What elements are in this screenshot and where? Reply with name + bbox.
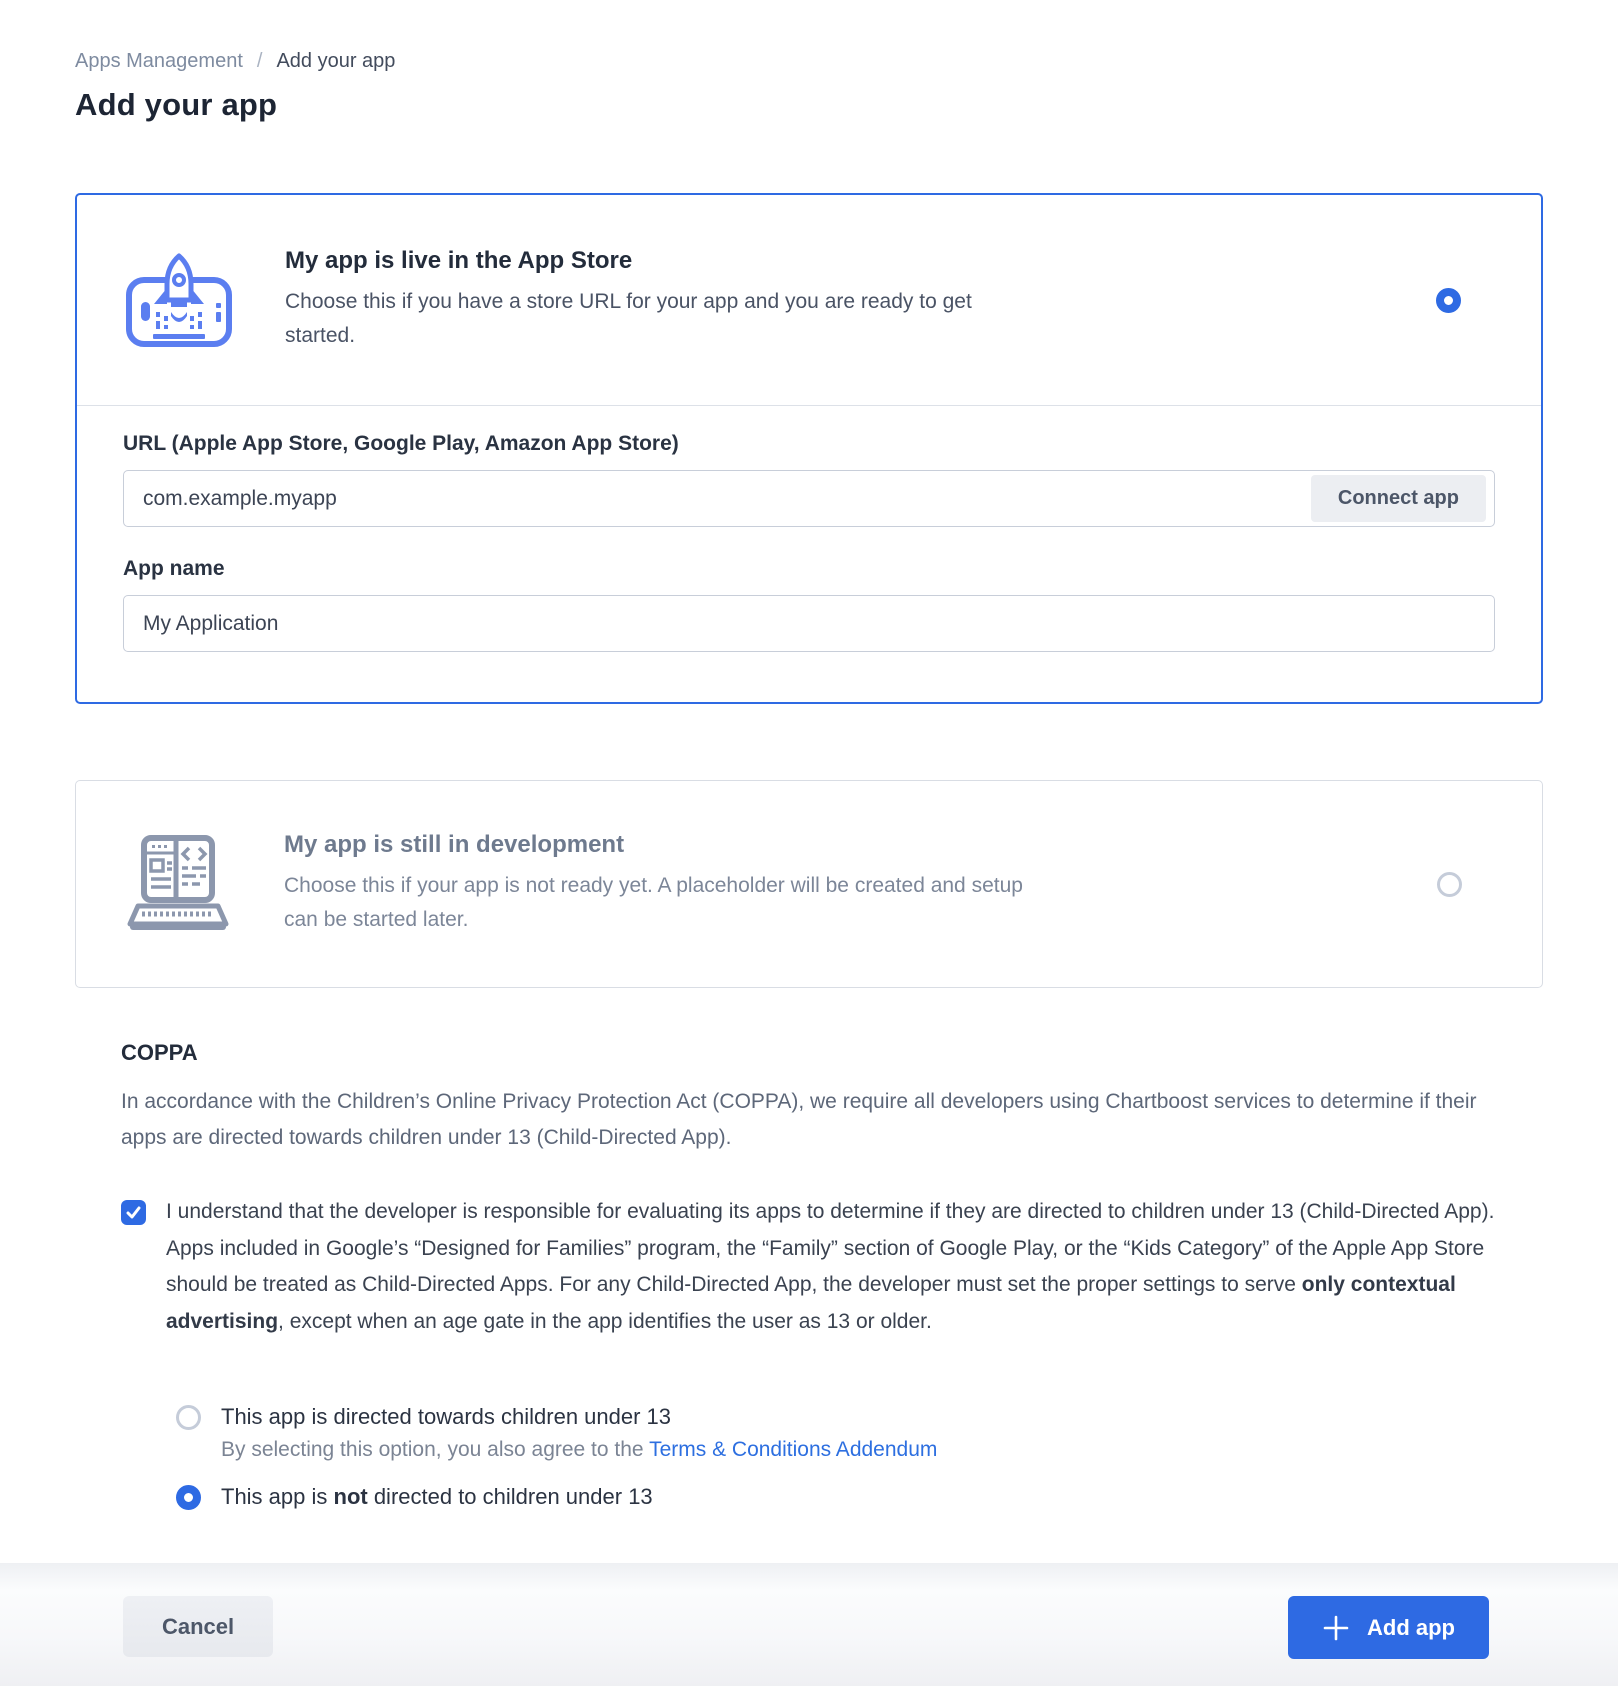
breadcrumb-separator: / — [256, 50, 263, 72]
rocket-phone-icon — [123, 252, 235, 348]
add-app-button-label: Add app — [1367, 1614, 1455, 1640]
plus-icon — [1322, 1614, 1350, 1642]
terms-addendum-link[interactable]: Terms & Conditions Addendum — [649, 1438, 938, 1461]
radio-row-not-directed[interactable] — [176, 1484, 1497, 1510]
radio-not-directed-children[interactable] — [176, 1485, 201, 1510]
radio-not-directed-label: This app is not directed to children under 13 — [221, 1484, 653, 1509]
radio-row-directed[interactable] — [176, 1404, 1497, 1430]
coppa-section — [121, 1040, 1497, 1510]
footer-action-bar — [0, 1563, 1618, 1686]
app-name-label: App name — [123, 557, 225, 580]
store-url-label: URL (Apple App Store, Google Play, Amazon App Store) — [123, 432, 679, 455]
connect-app-button[interactable]: Connect app — [1311, 475, 1486, 522]
coppa-intro-text: In accordance with the Children’s Online Privacy Protection Act (COPPA), we require all developers using Chartboost services to determine if their apps are directed towards children under 13 (Child-Directed App). — [121, 1090, 1477, 1149]
option-card-development[interactable] — [75, 780, 1543, 988]
option-live-radio[interactable] — [1436, 288, 1461, 313]
live-app-form — [77, 406, 1541, 702]
radio-directed-children[interactable] — [176, 1405, 201, 1430]
option-live-description: Choose this if you have a store URL for your app and you are ready to get started. — [285, 290, 972, 347]
cancel-button[interactable]: Cancel — [123, 1596, 273, 1657]
coppa-acknowledge-checkbox[interactable] — [121, 1200, 146, 1225]
coppa-acknowledge-text: I understand that the developer is responsible for evaluating its apps to determine if they are directed to children under 13 (Child-Directed App). Apps included in Google’s “Designed for Families” program, the “Family” section of Google Play, or the “Kids Category” of the Apple App Store should be treated as Child-Directed Apps. For any Child-Directed App, the developer must set the proper settings to serve only contextual advertising, except when an age gate in the app identifies the user as 13 or older. — [166, 1200, 1495, 1333]
directed-helper-text: By selecting this option, you also agree to the Terms & Conditions Addendum — [221, 1438, 938, 1461]
laptop-code-icon — [122, 834, 234, 934]
radio-directed-label: This app is directed towards children under 13 — [221, 1404, 672, 1429]
option-development-title: My app is still in development — [284, 831, 625, 858]
coppa-radio-group — [176, 1404, 1497, 1510]
check-icon — [125, 1204, 142, 1221]
breadcrumb — [75, 50, 1543, 73]
breadcrumb-current: Add your app — [276, 50, 396, 72]
page-title: Add your app — [75, 87, 278, 122]
option-card-live[interactable] — [75, 193, 1543, 704]
option-development-radio[interactable] — [1437, 872, 1462, 897]
add-app-button[interactable] — [1288, 1596, 1489, 1659]
breadcrumb-apps-management[interactable]: Apps Management — [75, 50, 243, 72]
store-url-input[interactable] — [123, 470, 1495, 527]
option-development-description: Choose this if your app is not ready yet. A placeholder will be created and setup can be started later. — [284, 874, 1023, 931]
coppa-heading: COPPA — [121, 1040, 198, 1065]
option-live-header[interactable] — [77, 195, 1541, 405]
app-name-input[interactable] — [123, 595, 1495, 652]
option-live-title: My app is live in the App Store — [285, 247, 633, 274]
